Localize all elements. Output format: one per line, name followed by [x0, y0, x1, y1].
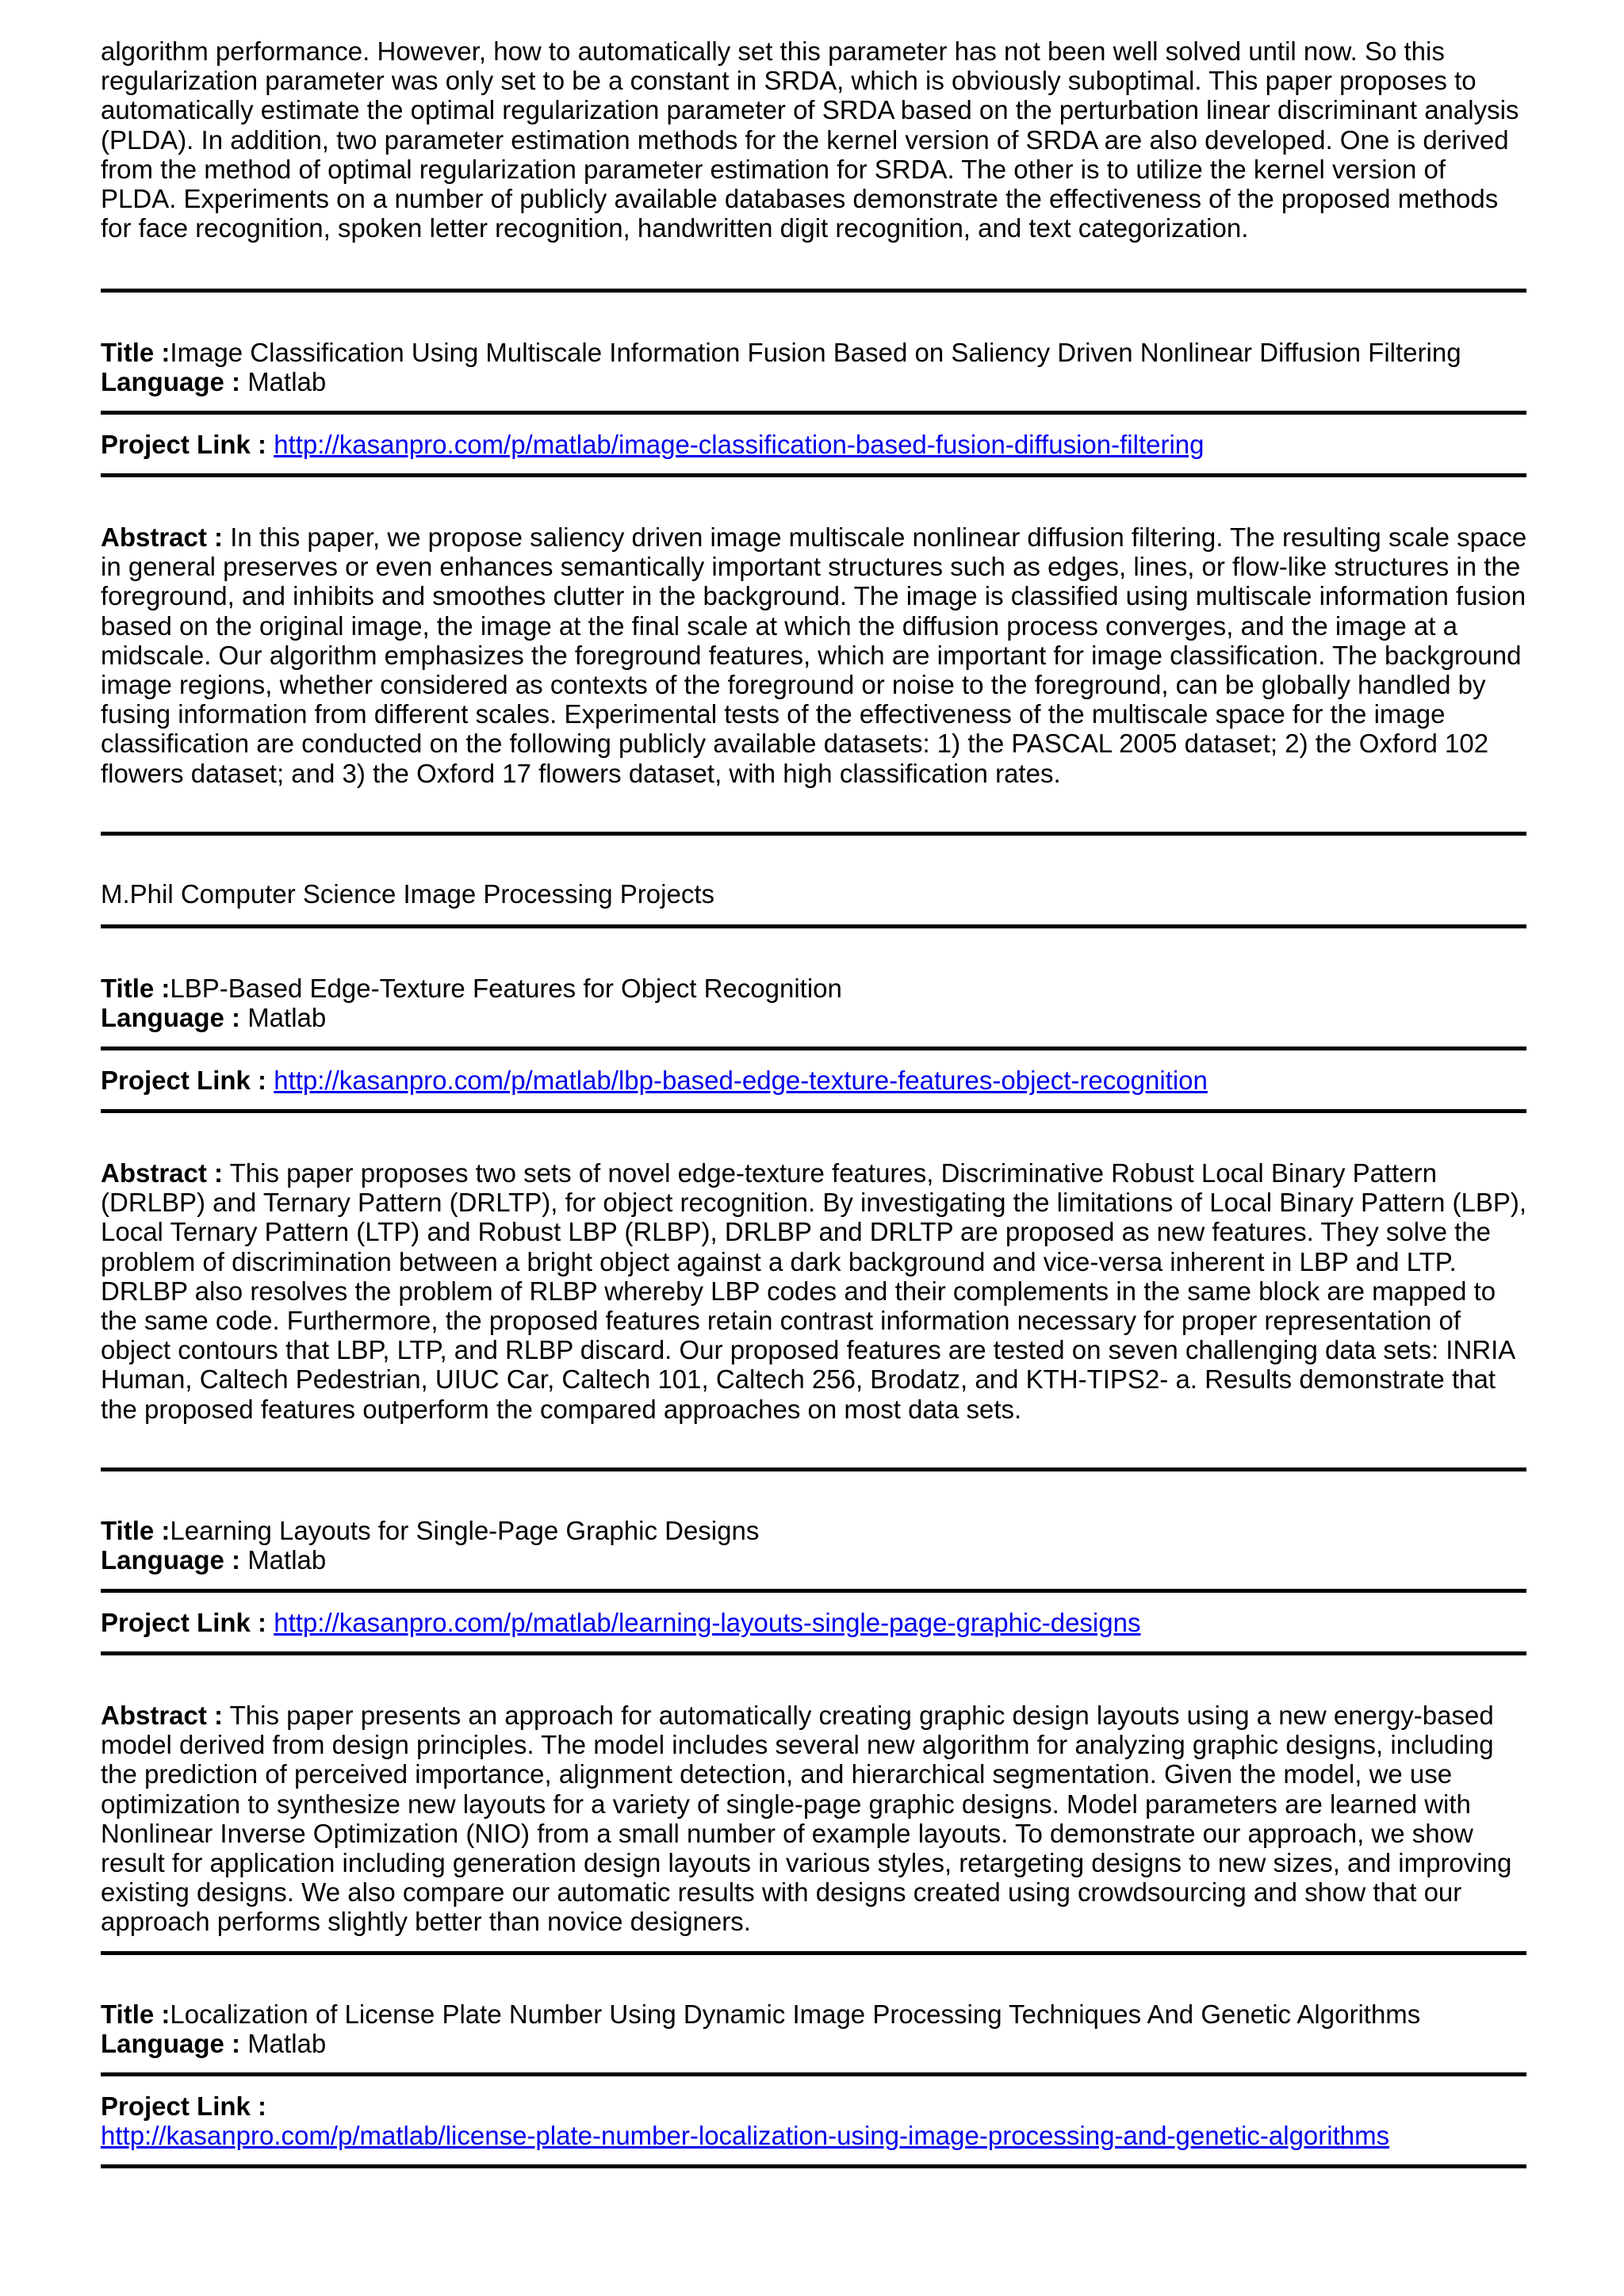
project-link-label: Project Link :: [101, 430, 267, 459]
project-1-language: Matlab: [247, 367, 327, 397]
abstract-label: Abstract :: [101, 1158, 224, 1188]
project-3-language: Matlab: [247, 1545, 327, 1575]
divider: [101, 2164, 1526, 2168]
language-label: Language :: [101, 367, 241, 397]
title-label: Title :: [101, 338, 170, 367]
divider: [101, 289, 1526, 293]
project-4-title: Localization of License Plate Number Using Dynamic Image Processing Techniques And Genetic Algorithms: [170, 1999, 1421, 2029]
intro-abstract-text: algorithm performance. However, how to automatically set this parameter has not been well solved until now. So this regularization parameter was only set to be a constant in SRDA, which is obviously suboptimal. This paper proposes to automatically estimate the optimal regularization parameter of SRDA based on the perturbation linear discriminant analysis (PLDA). In addition, two parameter estimation methods for the kernel version of SRDA are also developed. One is derived from the method of optimal regularization parameter estimation for SRDA. The other is to utilize the kernel version of PLDA. Experiments on a number of publicly available databases demonstrate the effectiveness of the proposed methods for face recognition, spoken letter recognition, handwritten digit recognition, and text categorization.: [101, 36, 1519, 243]
title-label: Title :: [101, 1999, 170, 2029]
project-3-title-block: [101, 1516, 1528, 1575]
project-link-label: Project Link :: [101, 1066, 267, 1095]
project-2-title: LBP-Based Edge-Texture Features for Object Recognition: [170, 974, 842, 1003]
project-3-link-block: [101, 1608, 1528, 1637]
divider: [101, 2072, 1526, 2076]
abstract-label: Abstract :: [101, 522, 224, 552]
project-3-abstract-text: This paper presents an approach for automatically creating graphic design layouts using a new energy-based model derived from design principles. The model includes several new algorithm for analyzing graphic designs, including the prediction of perceived importance, alignment detection, and hierarchical segmentation. Given the model, we use optimization to synthesize new layouts for a variety of single-page graphic designs. Model parameters are learned with Nonlinear Inverse Optimization (NIO) from a small number of example layouts. To demonstrate our approach, we show result for application including generation design layouts in various styles, retargeting designs to new sizes, and improving existing designs. We also compare our automatic results with designs created using crowdsourcing and show that our approach performs slightly better than novice designers.: [101, 1701, 1512, 1937]
project-2-abstract: [101, 1158, 1528, 1424]
project-1-abstract: [101, 522, 1528, 788]
section-heading: M.Phil Computer Science Image Processing Projects: [101, 879, 714, 909]
language-label: Language :: [101, 1545, 241, 1575]
project-1-title: Image Classification Using Multiscale Information Fusion Based on Saliency Driven Nonlinear Diffusion Filtering: [170, 338, 1461, 367]
project-link-label: Project Link :: [101, 2091, 267, 2121]
divider: [101, 411, 1526, 415]
project-1-link-block: [101, 430, 1528, 459]
title-label: Title :: [101, 974, 170, 1003]
divider: [101, 832, 1526, 836]
project-3-abstract: [101, 1701, 1528, 1937]
project-1-abstract-text: In this paper, we propose saliency driven image multiscale nonlinear diffusion filtering. The resulting scale space in general preserves or even enhances semantically important structures such as edges, lines, or flow-like structures in the foreground, and inhibits and smoothes clutter in the background. The image is classified using multiscale information fusion based on the original image, the image at the final scale at which the diffusion process converges, and the image at a midscale. Our algorithm emphasizes the foreground features, which are important for image classification. The background image regions, whether considered as contexts of the foreground or noise to the foreground, can be globally handled by fusing information from different scales. Experimental tests of the effectiveness of the multiscale space for the image classification are conducted on the following publicly available datasets: 1) the PASCAL 2005 dataset; 2) the Oxford 102 flowers dataset; and 3) the Oxford 17 flowers dataset, with high classification rates.: [101, 522, 1527, 788]
project-1-title-block: [101, 338, 1528, 396]
project-4-language: Matlab: [247, 2029, 327, 2059]
divider: [101, 1651, 1526, 1655]
language-label: Language :: [101, 2029, 241, 2059]
divider: [101, 473, 1526, 477]
project-link-label: Project Link :: [101, 1608, 267, 1637]
project-2-link[interactable]: http://kasanpro.com/p/matlab/lbp-based-edge-texture-features-object-recognition: [274, 1066, 1208, 1095]
project-1-link[interactable]: http://kasanpro.com/p/matlab/image-classification-based-fusion-diffusion-filtering: [274, 430, 1205, 459]
project-3-link[interactable]: http://kasanpro.com/p/matlab/learning-layouts-single-page-graphic-designs: [274, 1608, 1141, 1637]
project-2-link-block: [101, 1066, 1528, 1095]
divider: [101, 1589, 1526, 1593]
project-2-abstract-text: This paper proposes two sets of novel edge-texture features, Discriminative Robust Local Binary Pattern (DRLBP) and Ternary Pattern (DRLTP), for object recognition. By investigating the limitations of Local Binary Pattern (LBP), Local Ternary Pattern (LTP) and Robust LBP (RLBP), DRLBP and DRLTP are proposed as new features. They solve the problem of discrimination between a bright object against a dark background and vice-versa inherent in LBP and LTP. DRLBP also resolves the problem of RLBP whereby LBP codes and their complements in the same block are mapped to the same code. Furthermore, the proposed features retain contrast information necessary for proper representation of object contours that LBP, LTP, and RLBP discard. Our proposed features are tested on seven challenging data sets: INRIA Human, Caltech Pedestrian, UIUC Car, Caltech 101, Caltech 256, Brodatz, and KTH-TIPS2- a. Results demonstrate that the proposed features outperform the compared approaches on most data sets.: [101, 1158, 1527, 1424]
divider: [101, 1047, 1526, 1050]
project-4-title-block: [101, 1999, 1528, 2058]
divider: [101, 1109, 1526, 1113]
language-label: Language :: [101, 1003, 241, 1033]
divider: [101, 1468, 1526, 1471]
project-4-link-block: [101, 2091, 1528, 2150]
divider: [101, 1951, 1526, 1955]
divider: [101, 924, 1526, 928]
project-2-title-block: [101, 974, 1528, 1032]
project-4-link[interactable]: http://kasanpro.com/p/matlab/license-plate-number-localization-using-image-processing-and-genetic-algorithms: [101, 2121, 1390, 2151]
project-2-language: Matlab: [247, 1003, 327, 1033]
project-3-title: Learning Layouts for Single-Page Graphic Designs: [170, 1516, 760, 1545]
abstract-label: Abstract :: [101, 1701, 224, 1730]
title-label: Title :: [101, 1516, 170, 1545]
